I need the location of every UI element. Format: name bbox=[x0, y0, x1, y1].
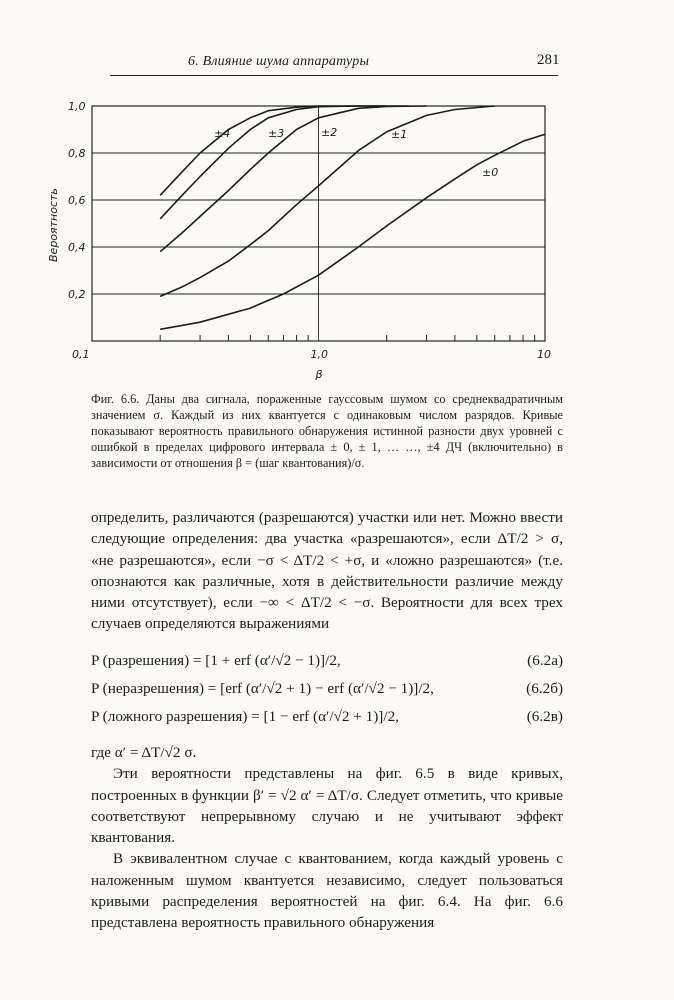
y-tick-label: 0,6 bbox=[68, 194, 86, 207]
equation-6-2v bbox=[91, 708, 563, 736]
probability-chart bbox=[0, 0, 674, 390]
body-paragraph-1: определить, различаются (разрешаются) участки или нет. Можно ввести следующие определения: два участка «разрешаются», если ΔT/2 > σ, «не разрешаются», если −σ < ΔT/2 < +σ, и «ложно разрешаются» (т.е. опознаются как различные, хотя в действительности различие между ними отсутствует), если −∞ < ΔT/2 < −σ. Вероятности для всех трех случаев определяются выражениями bbox=[91, 509, 563, 633]
x-axis-label: β bbox=[315, 368, 323, 381]
equation-number: (6.2в) bbox=[526, 708, 563, 725]
equation-6-2a bbox=[91, 652, 563, 680]
x-tick-label: 10 bbox=[537, 348, 551, 361]
y-tick-label: 1,0 bbox=[68, 100, 86, 113]
x-tick-label: 0,1 bbox=[72, 348, 90, 361]
body-continuation bbox=[91, 742, 563, 934]
equation-number: (6.2а) bbox=[527, 652, 563, 669]
series-line bbox=[160, 106, 408, 219]
body-paragraph-3: В эквивалентном случае с квантованием, когда каждый уровень с наложенным шумом квантуется независимо, следует пользоваться кривыми распределения вероятностей на фиг. 6.4. На фиг. 6.6 представлена вероятность правильного обнаружения bbox=[91, 850, 563, 932]
equation-expression: P (ложного разрешения) = [1 − erf (α′/√2 + 1)]/2, bbox=[91, 708, 399, 725]
series-label: ±1 bbox=[391, 128, 408, 141]
equations bbox=[91, 652, 563, 736]
chart-ticks bbox=[160, 335, 534, 341]
figure-caption: Фиг. 6.6. Даны два сигнала, пораженные гауссовым шумом со среднеквадратичным значением σ. Каждый из них квантуется с одинаковым числом разрядов. Кривые показывают вероятность правильного обнаружения истинной разности двух уровней с ошибкой в пределах цифрового интервала ± 0, ± 1, … …, ±4 ДЧ (включительно) в зависимости от отношения β = (шаг квантования)/σ. bbox=[91, 392, 563, 470]
y-tick-label: 0,2 bbox=[68, 288, 86, 301]
series-line bbox=[160, 134, 545, 329]
series-label: ±3 bbox=[268, 127, 285, 140]
equation-expression: P (неразрешения) = [erf (α′/√2 + 1) − erf (α′/√2 − 1)]/2, bbox=[91, 680, 434, 697]
y-tick-label: 0,4 bbox=[68, 241, 86, 254]
x-tick-label: 1,0 bbox=[310, 348, 328, 361]
chart-grid bbox=[92, 106, 545, 341]
running-header-title: 6. Влияние шума аппаратуры bbox=[188, 54, 370, 69]
y-axis-label: Вероятность bbox=[47, 188, 60, 262]
series-label: ±2 bbox=[321, 126, 338, 139]
series-label: ±4 bbox=[214, 127, 231, 140]
where-clause: где α′ = ΔT/√2 σ. bbox=[91, 744, 197, 761]
body-paragraph-2: Эти вероятности представлены на фиг. 6.5 в виде кривых, построенных в функции β′ = √2 α′ = ΔT/σ. Следует отметить, что кривые соответствуют непрерывному случаю и не учитывают эффект квантования. bbox=[91, 765, 563, 847]
y-tick-label: 0,8 bbox=[68, 147, 86, 160]
equation-6-2b bbox=[91, 680, 563, 708]
equation-number: (6.2б) bbox=[526, 680, 563, 697]
series-label: ±0 bbox=[482, 166, 499, 179]
equation-expression: P (разрешения) = [1 + erf (α′/√2 − 1)]/2, bbox=[91, 652, 341, 669]
series-line bbox=[160, 106, 426, 252]
chart-labels bbox=[47, 100, 551, 381]
page-number: 281 bbox=[537, 52, 560, 68]
